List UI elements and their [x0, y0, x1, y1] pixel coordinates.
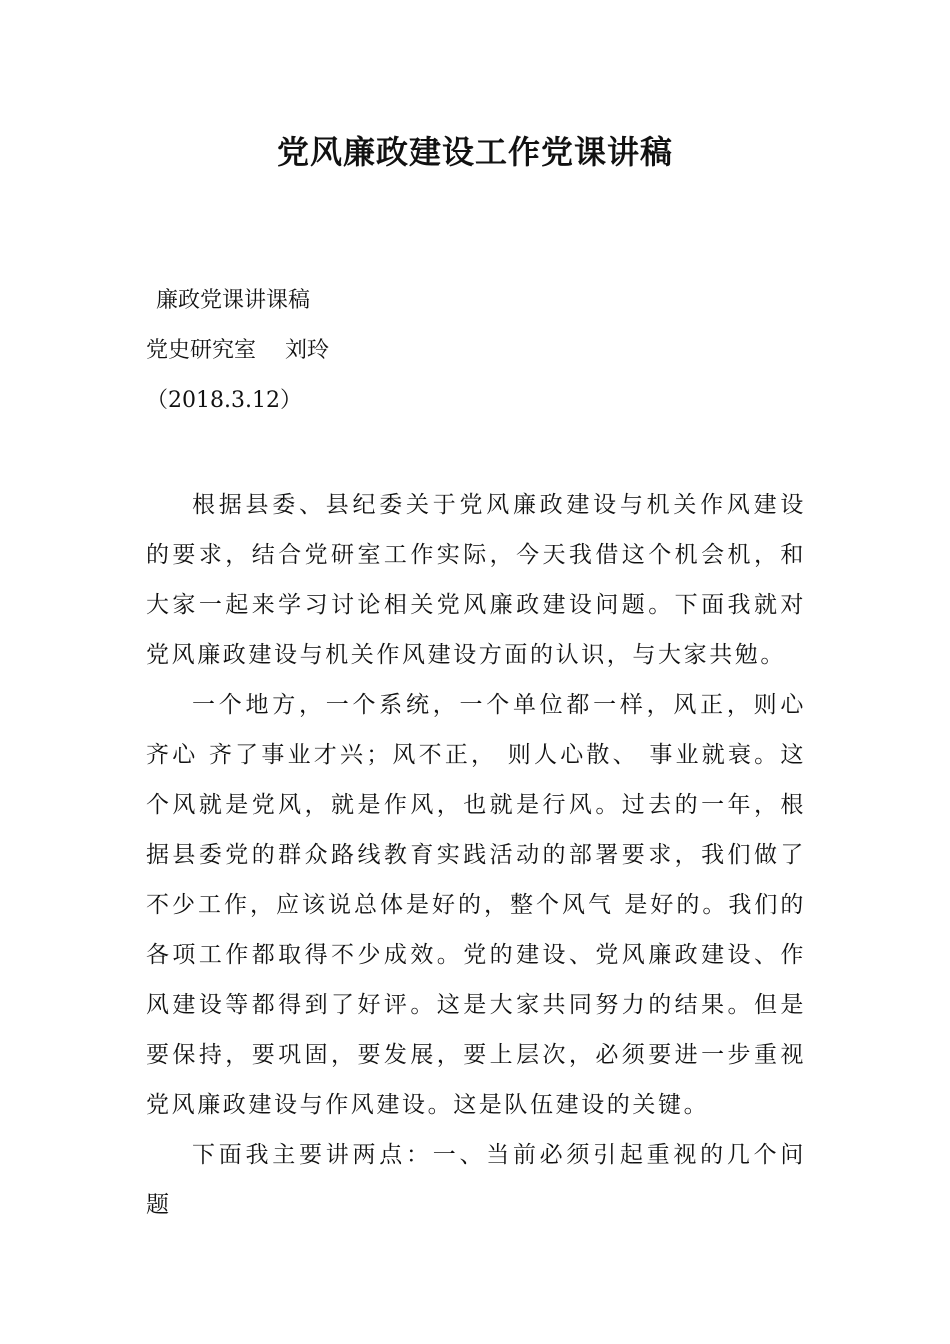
document-subtitle: 廉政党课讲课稿	[156, 288, 311, 313]
body-paragraph: 一个地方，一个系统，一个单位都一样，风正，则心齐心 齐了事业才兴；风不正， 则人心散、 事业就衰。这个风就是党风，就是作风，也就是行风。过去的一年，根据县委党的群众路线教育实践活动的部署要求，我们做了不少工作，应该说总体是好的，整个风气 是好的。我们的各项工作都取得不少成效。党的建设、党风廉政建设、作风建设等都得到了好评。这是大家共同努力的结果。但是要保持，要巩固，要发展，要上层次，必须要进一步重视党风廉政建设与作风建设。这是队伍建设的关键。	[146, 692, 806, 1118]
document-body	[146, 480, 806, 1230]
body-paragraph: 根据县委、县纪委关于党风廉政建设与机关作风建设的要求，结合党研室工作实际，今天我借这个机会机，和大家一起来学习讨论相关党风廉政建设问题。下面我就对党风廉政建设与机关作风建设方面的认识，与大家共勉。	[146, 492, 806, 668]
date-line: （2018.3.12）	[146, 388, 302, 413]
body-paragraph: 下面我主要讲两点：一、当前必须引起重视的几个问题	[146, 1142, 806, 1218]
document-title: 党风廉政建设工作党课讲稿	[276, 133, 673, 171]
author-line: 党史研究室 刘玲	[146, 338, 329, 363]
